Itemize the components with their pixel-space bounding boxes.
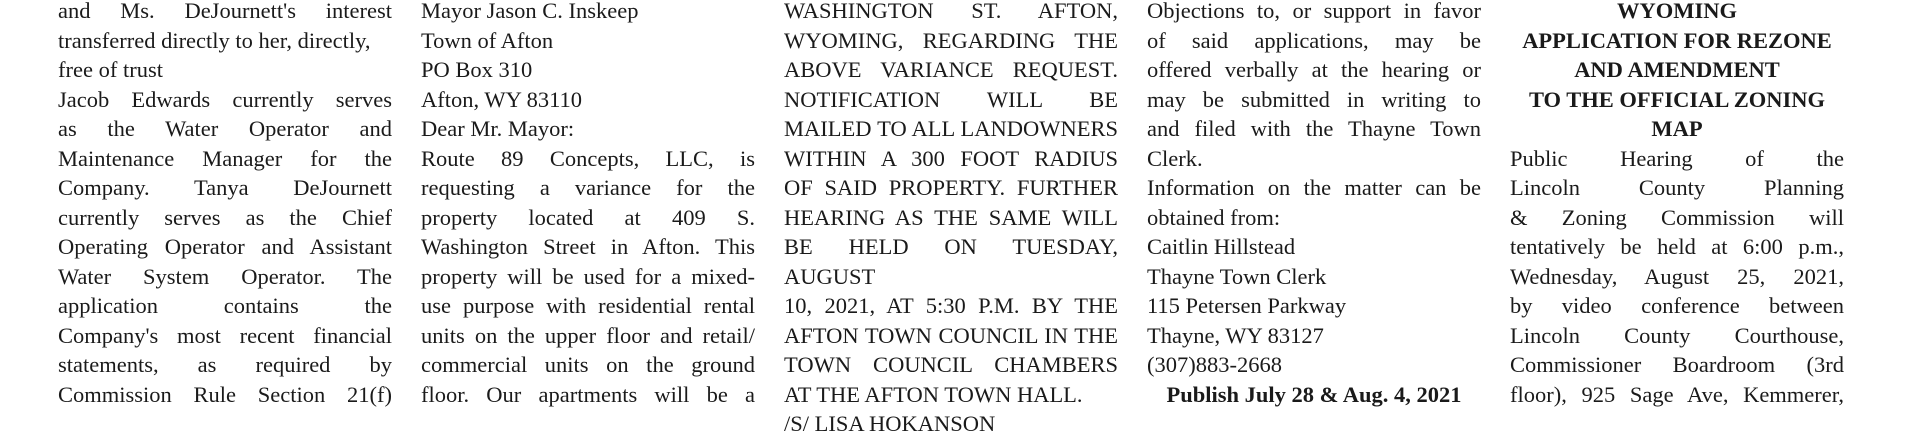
col3-line: /S/ LISA HOKANSON: [784, 411, 996, 436]
col4-line: 115 Petersen Parkway: [1147, 293, 1347, 318]
col1-line: transferred directly to her, directly,: [58, 27, 371, 53]
col4-line: may be submitted in writing to: [1147, 86, 1481, 112]
col1-line: Company. Tanya DeJournett: [58, 175, 392, 200]
col3-line: NOTIFICATION WILL BE: [784, 86, 1118, 112]
col3-line: TOWN COUNCIL CHAMBERS: [784, 352, 1118, 377]
col2-line: Town of Afton: [421, 27, 554, 53]
col5-line: & Zoning Commission will: [1510, 204, 1844, 230]
col2-line: property will be used for a mixed-: [421, 263, 755, 289]
column-1: [58, 0, 392, 409]
col3-line: WYOMING, REGARDING THE: [784, 27, 1118, 53]
col3-line: 10, 2021, AT 5:30 P.M. BY THE: [784, 293, 1118, 318]
col1-line: Jacob Edwards currently serves: [58, 86, 392, 112]
col4-line: Caitlin Hillstead: [1147, 234, 1296, 259]
col5-line: Commissioner Boardroom (3rd: [1510, 352, 1844, 377]
column-3: [784, 0, 1118, 439]
col1-line: statements, as required by: [58, 352, 392, 377]
col2-line: floor. Our apartments will be a: [421, 381, 755, 407]
col3-line: AT THE AFTON TOWN HALL.: [784, 381, 1083, 407]
col4-line: Information on the matter can be: [1147, 175, 1481, 200]
col4-line: (307)883-2668: [1147, 352, 1282, 377]
col2-line: use purpose with residential rental: [421, 293, 755, 318]
col5-line: Lincoln County Courthouse,: [1510, 322, 1844, 348]
notice-heading: AND AMENDMENT: [1574, 57, 1780, 82]
col2-line: units on the upper floor and retail/: [421, 322, 755, 348]
col1-line: as the Water Operator and: [58, 116, 392, 141]
col4-line: offered verbally at the hearing or: [1147, 57, 1481, 82]
notice-heading: TO THE OFFICIAL ZONING: [1528, 86, 1826, 112]
col1-line: and Ms. DeJournett's interest: [58, 0, 392, 23]
col3-line: WITHIN A 300 FOOT RADIUS: [784, 145, 1118, 171]
col4-line: and filed with the Thayne Town: [1147, 116, 1481, 141]
col2-line: Mayor Jason C. Inskeep: [421, 0, 639, 23]
col3-line: WASHINGTON ST. AFTON,: [784, 0, 1118, 23]
col3-line: MAILED TO ALL LANDOWNERS: [784, 116, 1118, 141]
column-5: [1510, 0, 1844, 409]
col5-line: Wednesday, August 25, 2021,: [1510, 263, 1844, 289]
col4-line: Clerk.: [1147, 145, 1203, 171]
notice-heading: WYOMING: [1617, 0, 1737, 23]
column-4: [1147, 0, 1481, 409]
col1-line: Water System Operator. The: [58, 263, 392, 289]
col2-line: Dear Mr. Mayor:: [421, 116, 575, 141]
col3-line: BE HELD ON TUESDAY, AUGUST: [784, 234, 1118, 289]
col1-line: application contains the: [58, 293, 392, 318]
col4-line: Objections to, or support in favor: [1147, 0, 1481, 23]
col4-line: of said applications, may be: [1147, 27, 1481, 53]
notice-heading: MAP: [1651, 116, 1703, 141]
col3-line: AFTON TOWN COUNCIL IN THE: [784, 322, 1118, 348]
col1-line: currently serves as the Chief: [58, 204, 392, 230]
col4-line: Thayne Town Clerk: [1147, 263, 1327, 289]
col2-line: Washington Street in Afton. This: [421, 234, 755, 259]
notice-heading: APPLICATION FOR REZONE: [1522, 27, 1832, 53]
col2-line: Route 89 Concepts, LLC, is: [421, 145, 755, 171]
col2-line: property located at 409 S.: [421, 204, 755, 230]
col3-line: HEARING AS THE SAME WILL: [784, 204, 1118, 230]
publish-dates: Publish July 28 & Aug. 4, 2021: [1166, 381, 1462, 407]
col1-line: Company's most recent financial: [58, 322, 392, 348]
col5-line: by video conference between: [1510, 293, 1844, 318]
col1-line: Maintenance Manager for the: [58, 145, 392, 171]
col5-line: tentatively be held at 6:00 p.m.,: [1510, 234, 1844, 259]
col1-line: free of trust: [58, 57, 163, 82]
col2-line: PO Box 310: [421, 57, 533, 82]
col4-line: obtained from:: [1147, 204, 1281, 230]
col3-line: ABOVE VARIANCE REQUEST.: [784, 57, 1118, 82]
col5-line: Lincoln County Planning: [1510, 175, 1844, 200]
col3-line: OF SAID PROPERTY. FURTHER: [784, 175, 1118, 200]
col2-line: commercial units on the ground: [421, 352, 755, 377]
col2-line: requesting a variance for the: [421, 175, 755, 200]
col5-line: Public Hearing of the: [1510, 145, 1844, 171]
col1-line: Operating Operator and Assistant: [58, 234, 392, 259]
col5-line: floor), 925 Sage Ave, Kemmerer,: [1510, 381, 1844, 407]
col4-line: Thayne, WY 83127: [1147, 322, 1324, 348]
col2-line: Afton, WY 83110: [421, 86, 583, 112]
column-2: [421, 0, 755, 409]
col1-line: Commission Rule Section 21(f): [58, 381, 392, 407]
